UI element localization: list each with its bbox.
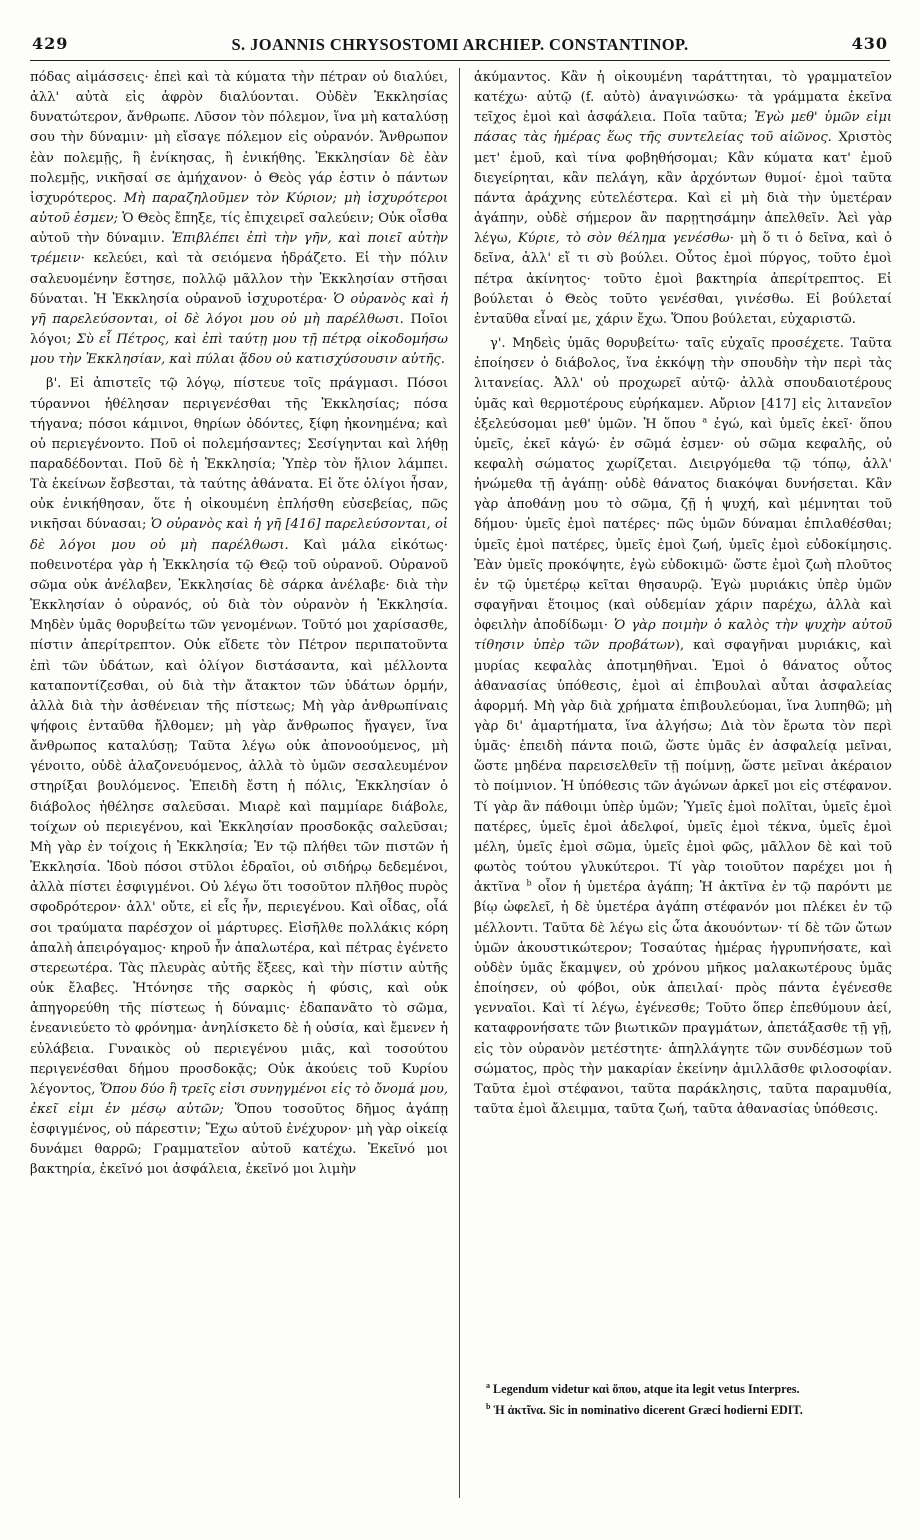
scripture-quote: Ἐπιβλέπει ἐπὶ τὴν γῆν, καὶ ποιεῖ αὐτὴν τρέμειν· (30, 231, 448, 267)
footnotes (474, 1378, 892, 1420)
footnote-b-marker: b (486, 1402, 491, 1412)
footnote-a (474, 1378, 892, 1397)
footnote-b (474, 1399, 892, 1418)
body-text: μὴ ὅ τι ὁ δεῖνα, καὶ ὁ δεῖνα, ἀλλ' εἴ τι σὺ βούλει. Οὗτος ἐμοὶ πύργος, τοῦτο ἐμοὶ πέτρα ἀκίνητος· τοῦτο ἐμοὶ βακτηρία ἀπερίτρεπτος. Εἰ βούλεται ὁ Θεὸς τοῦτο γενέσθαι, γινέσθω. Εἰ βούλεταί ἐνταῦθα εἶναί με, χάριν ἔχω. Ὅπου βούλεται, εὐχαριστῶ. (474, 231, 893, 327)
paragraph-section-gamma (474, 334, 892, 1120)
paragraph (474, 68, 892, 330)
footnote-b-text: Ἡ ἀκτῖνα. Sic in nominativo dicerent Græci hodierni EDIT. (493, 1403, 803, 1418)
scripture-quote: Μὴ παραζηλοῦμεν τὸν Κύριον; μὴ ἰσχυρότεροι αὐτοῦ ἐσμεν; (30, 190, 448, 227)
footnote-marker-a: a (702, 415, 708, 425)
running-header (30, 34, 890, 61)
body-text: γ'. Μηδεὶς ὑμᾶς θορυβείτω· ταῖς εὐχαῖς προσέχετε. Ταῦτα ἐποίησεν ὁ διάβολος, ἵνα ἐκκόψῃ τὴν σπουδὴν τὴν περὶ τὰς λιτανείας. Ἀλλ' οὐ προχωρεῖ αὐτῷ· ἀλλὰ σπουδαιοτέρους ὑμᾶς καὶ θερμοτέρους εὑρήκαμεν. Αὔριον [417] εἰς λιτανεῖον ἐξελεύσομαι μεθ' ὑμῶν. Ἡ ὅπου (474, 336, 892, 432)
body-text: Καὶ μάλα εἰκότως· ποθεινοτέρα γὰρ ἡ Ἐκκλησία τῷ Θεῷ τοῦ οὐρανοῦ. Οὐρανοῦ σῶμα οὐκ ἀνέλαβεν, Ἐκκλησίας δὲ σάρκα ἀνέλαβε· διὰ τὴν Ἐκκλησίαν ὁ οὐρανός, οὐ διὰ τὸν οὐρανὸν ἡ Ἐκκλησία. Μηδὲν ὑμᾶς θορυβείτω τῶν γενομένων. Τοῦτό μοι χαρίσασθε, πίστιν ἀπερίτρεπτον. Οὐκ εἴδετε τὸν Πέτρον περιπατοῦντα ἐπὶ τῶν ὑδάτων, καὶ ὀλίγον διστάσαντα, καὶ μέλλοντα καταποντίζεσθαι, οὐ διὰ τὴν ἄτακτον τῶν ὑδάτων ὁρμήν, ἀλλὰ διὰ τὴν ἀσθένειαν τῆς πίστεως; Μὴ γὰρ ἀνθρωπίναις ψήφοις ἐνταῦθα ἤλθομεν; μὴ γὰρ ἄνθρωπος ἤγαγεν, ἵνα ἄνθρωπος καταλύσῃ; Ταῦτα λέγω οὐκ ἀπονοούμενος, μὴ γένοιτο, οὐδὲ ἀλαζονευόμενος, ἀλλὰ τὸ ὑμῶν σεσαλευμένον στηρίξαι βουλόμενος. Ἐπειδὴ ἔστη ἡ πόλις, Ἐκκλησίαν ὁ διάβολος ἠθέλησε σαλεῦσαι. Μιαρὲ καὶ παμμίαρε διάβολε, τοίχων οὐ περιεγένου, καὶ Ἐκκλησίαν προσδοκᾷς σαλεῦσαι; Μὴ γὰρ ἐν τοίχοις ἡ Ἐκκλησία; Ἐν τῷ πλήθει τῶν πιστῶν ἡ Ἐκκλησία. Ἰδοὺ πόσοι στῦλοι ἑδραῖοι, οὐ σιδήρῳ δεδεμένοι, ἀλλὰ πίστει ἐσφιγμένοι. Οὐ λέγω ὅτι τοσοῦτον πλῆθος πυρὸς σφοδρότερον· ἀλλ' οὔτε, εἰ εἷς ἦν, περιεγένου. Καὶ οἶδας, οἷά σοι τραύματα παρέσχον οἱ μάρτυρες. Εἰσῆλθε πολλάκις κόρη ἁπαλὴ ἀπειρόγαμος· κηροῦ ἦν ἁπαλωτέρα, καὶ πέτρας ἐγένετο στερεωτέρα. Τὰς πλευρὰς αὐτῆς ἔξεες, καὶ τὴν πίστιν αὐτῆς οὐκ ἔλαβες. Ἠτόνησε τῆς σαρκὸς ἡ φύσις, καὶ οὐκ ἀπηγορεύθη τῆς πίστεως ἡ δύναμις· ἐδαπανᾶτο τὸ σῶμα, ἐνεανιεύετο τὸ φρόνημα· ἀνηλίσκετο δὲ ἡ οὐσία, καὶ ἔμενεν ἡ εὐλάβεια. Γυναικὸς οὐ περιεγένου μιᾶς, καὶ τοσούτου περιγενέσθαι δήμου προσδοκᾷς; Οὐκ ἀκούεις τοῦ Κυρίου λέγοντος, (30, 537, 448, 1097)
scripture-quote: Ὅπου δύο ἢ τρεῖς εἰσι συνηγμένοι εἰς τὸ ὄνομά μου, ἐκεῖ εἰμι ἐν μέσῳ αὐτῶν; (30, 1081, 448, 1117)
scripture-quote: Ὁ οὐρανὸς καὶ ἡ γῆ [416] παρελεύσονται, οἱ δὲ λόγοι μου οὐ μὴ παρέλθωσι. (30, 517, 449, 553)
body-text: Ὅπου τοσοῦτος δῆμος ἀγάπῃ ἐσφιγμένος, οὐ πάρεστιν; Ἔχω αὐτοῦ ἐνέχυρον· μὴ γὰρ οἰκείᾳ δυνάμει θαρρῶ; Γραμματεῖον αὐτοῦ κατέχω. Ἐκεῖνό μοι βακτηρία, ἐκεῖνό μοι ἀσφάλεια, ἐκεῖνό μοι λιμὴν (30, 1101, 448, 1178)
body-text: ), καὶ σφαγῆναι μυριάκις, καὶ μυρίας κεφαλὰς ἀποτμηθῆναι. Ἐμοὶ ὁ θάνατος οὗτος ἀθανασίας ὑπόθεσις, ἐμοὶ αἱ ἐπιβουλαὶ αὗται ἀσφαλείας ἀφορμή. Μὴ γὰρ διὰ χρήματα ἐπιβουλεύομαι, ἵνα λυπηθῶ; μὴ γὰρ δι' ἁμαρτήματα, ἵνα ἀλγήσω; Διὰ τὸν ἔρωτα τὸν περὶ ὑμᾶς· ἐπειδὴ πάντα ποιῶ, ὥστε ὑμᾶς ἐν ἀσφαλείᾳ μεῖναι, ὥστε μηδένα παρεισελθεῖν τῇ ποίμνῃ, ὥστε μεῖναι ἀκέραιον τὸ ποίμνιον. Ἡ ὑπόθεσις τῶν ἀγώνων ἀρκεῖ μοι εἰς στέφανον. Τί γὰρ ἂν πάθοιμι ὑπὲρ ὑμῶν; Ὑμεῖς ἐμοὶ πολῖται, ὑμεῖς ἐμοὶ πατέρες, ὑμεῖς ἐμοὶ ἀδελφοί, ὑμεῖς ἐμοὶ τέκνα, ὑμεῖς ἐμοὶ μέλη, ὑμεῖς ἐμοὶ σῶμα, ὑμεῖς ἐμοὶ φῶς, μᾶλλον δὲ καὶ τοῦ φωτὸς τούτου γλυκύτεροι. Τί γὰρ τοιοῦτον παρέχει μοι ἡ ἀκτῖνα (474, 638, 893, 896)
column-divider (459, 68, 460, 1498)
page-number-left: 429 (32, 34, 69, 53)
body-text: ἀκύμαντος. Κἂν ἡ οἰκουμένη ταράττηται, τὸ γραμματεῖον κατέχω· αὐτῷ (f. αὐτὸ) ἀναγινώσκω· τὰ γράμματα ἐκεῖνα τεῖχος ἐμοὶ καὶ ἀσφάλεια. Ποῖα ταῦτα; (474, 70, 892, 126)
scripture-quote: Ὁ οὐρανὸς καὶ ἡ γῆ παρελεύσονται, οἱ δὲ λόγοι μου οὐ μὴ παρέλθωσι. (30, 291, 448, 327)
body-text: οἷον ἡ ὑμετέρα ἀγάπη; Ἡ ἀκτῖνα ἐν τῷ παρόντι με βίῳ ὠφελεῖ, ἡ δὲ ὑμετέρα ἀγάπη στέφανόν μοι πλέκει ἐν τῷ μέλλοντι. Ταῦτα δὲ λέγω εἰς ὦτα ἀκουόντων· τί δὲ τῶν ὤτων ὑμῶν ἀκουστικώτερον; Τοσαύτας ἡμέρας ἠγρυπνήσατε, καὶ οὐδὲν ὑμᾶς ἔκαμψεν, οὐ χρόνου μῆκος μαλακωτέρους ὑμᾶς ἐποίησεν, οὐ φόβοι, οὐκ ἀπειλαί· πρὸς πάντα ἐγένεσθε γενναῖοι. Καὶ τί λέγω, ἐγένεσθε; Τοῦτο ὅπερ ἐπεθύμουν ἀεί, καταφρονήσατε τῶν βιωτικῶν πραγμάτων, ἀπετάξασθε τῇ γῇ, εἰς τὸν οὐρανὸν μετέστητε· ἀπηλλάγητε τῶν συνδέσμων τοῦ σώματος, πρὸς τὴν μακαρίαν ἐκείνην ἁμιλλᾶσθε φιλοσοφίαν. Ταῦτα ἐμοὶ στέφανοι, ταῦτα παράκλησις, ταῦτα παραμυθία, ταῦτα ἐμοὶ ἄλειμμα, ταῦτα ζωή, ταῦτα ἀθανασίας ὑπόθεσις. (474, 880, 892, 1117)
body-text: κελεύει, καὶ τὰ σειόμενα ἡδράζετο. Εἰ τὴν πόλιν σαλευομένην ἔστησε, πολλῷ μᾶλλον τὴν Ἐκκλησίαν στῆσαι δύναται. Ἡ Ἐκκλησία οὐρανοῦ ἰσχυροτέρα· (30, 251, 448, 307)
left-column (30, 68, 448, 1181)
body-text: πόδας αἱμάσσεις· ἐπεὶ καὶ τὰ κύματα τὴν πέτραν οὐ διαλύει, ἀλλ' αὐτὰ εἰς ἀφρὸν διαλύονται. Οὐδὲν Ἐκκλησίας δυνατώτερον, ἄνθρωπε. Λῦσον τὸν πόλεμον, ἵνα μὴ καταλύσῃ σου τὴν δύναμιν· μὴ εἴσαγε πόλεμον εἰς οὐρανόν. Ἄνθρωπον ἐὰν πολεμῇς, ἢ ἐνίκησας, ἢ ἐνικήθης. Ἐκκλησίαν δὲ ἐὰν πολεμῇς, νικῆσαί σε ἀμήχανον· ὁ Θεὸς γάρ ἐστιν ὁ πάντων ἰσχυρότερος. (30, 70, 448, 206)
right-column (474, 68, 892, 1120)
paragraph (30, 68, 448, 370)
body-text: Ὁ Θεὸς ἔπηξε, τίς ἐπιχειρεῖ σαλεύειν; Οὐκ οἶσθα αὐτοῦ τὴν δύναμιν. (30, 211, 448, 247)
paragraph-section-beta (30, 374, 448, 1180)
body-text: β'. Εἰ ἀπιστεῖς τῷ λόγῳ, πίστευε τοῖς πράγμασι. Πόσοι τύραννοι ἠθέλησαν περιγενέσθαι τῆς Ἐκκλησίας; πόσα τήγανα; πόσοι κάμινοι, θηρίων ὀδόντες, ξίφη ἠκονημένα; καὶ οὐ περιεγένοντο. Ποῦ οἱ πολεμήσαντες; Σεσίγηνται καὶ λήθῃ παραδέδονται. Ποῦ δὲ ἡ Ἐκκλησία; Ὑπὲρ τὸν ἥλιον λάμπει. Τὰ ἐκείνων ἔσβεσται, τὰ ταύτης ἀθάνατα. Εἰ ὅτε ὀλίγοι ἦσαν, οὐκ ἐνικήθησαν, ὅτε ἡ οἰκουμένη ἐπλήσθη εὐσεβείας, πῶς νικῆσαι δύνασαι; (30, 376, 448, 533)
scripture-quote: Ἐγὼ μεθ' ὑμῶν εἰμι πάσας τὰς ἡμέρας ἕως τῆς συντελείας τοῦ αἰῶνος. (474, 110, 892, 146)
body-text: Χριστὸς μετ' ἐμοῦ, καὶ τίνα φοβηθήσομαι; Κἂν κύματα κατ' ἐμοῦ διεγείρηται, κἂν πελάγη, κἂν ἀρχόντων θυμοί· ἐμοὶ ταῦτα πάντα ἀράχνης εὐτελέστερα. Καὶ εἰ μὴ διὰ τὴν ὑμετέραν ἀγάπην, οὐδὲ σήμερον ἂν παρῃτησάμην ἀπελθεῖν. Ἀεὶ γὰρ λέγω, (474, 130, 892, 247)
footnote-a-text: Legendum videtur καὶ ὅπου, atque ita legit vetus Interpres. (493, 1382, 800, 1397)
running-title: S. JOANNIS CHRYSOSTOMI ARCHIEP. CONSTANTINOP. (231, 35, 689, 54)
footnote-marker-b: b (526, 878, 532, 888)
body-text: Ποῖοι λόγοι; (30, 311, 448, 348)
scripture-quote: Ὁ γὰρ ποιμὴν ὁ καλὸς τὴν ψυχὴν αὐτοῦ τίθησιν ὑπὲρ τῶν προβάτων (474, 618, 892, 654)
body-text: ἐγώ, καὶ ὑμεῖς ἐκεῖ· ὅπου ὑμεῖς, ἐκεῖ κἀγώ· ἐν σῶμά ἐσμεν· οὐ σῶμα κεφαλῆς, οὐ κεφαλὴ σώματος χωρίζεται. Διειργόμεθα τῷ τόπῳ, ἀλλ' ἡνώμεθα τῇ ἀγάπῃ· οὐδὲ θάνατος διακόψαι δυνήσεται. Κἂν γὰρ ἀποθάνῃ μου τὸ σῶμα, ζῇ ἡ ψυχή, καὶ μέμνηται τοῦ δήμου· ὑμεῖς ἐμοὶ πατέρες· πῶς ὑμῶν δύναμαι ἐπιλαθέσθαι; ὑμεῖς ἐμοὶ πατέρες, ὑμεῖς ἐμοὶ ζωή, ὑμεῖς ἐμοὶ εὐδοκίμησις. Ἐὰν ὑμεῖς προκόψητε, ἐγὼ εὐδοκιμῶ· ὥστε ἐμοὶ ζωὴ πλοῦτος ἐν τῷ ὑμετέρῳ κεῖται θησαυρῷ. Ἐγὼ μυριάκις ὑπὲρ ὑμῶν σφαγῆναι ἕτοιμος (καὶ οὐδεμίαν χάριν παρέχω, ἀλλὰ καὶ ὀφειλὴν ἀποδίδωμι· (474, 416, 893, 634)
footnote-a-marker: a (486, 1381, 490, 1390)
page-number-right: 430 (851, 34, 888, 53)
scripture-quote: Κύριε, τὸ σὸν θέλημα γενέσθω· (517, 231, 734, 247)
scripture-quote: Σὺ εἶ Πέτρος, καὶ ἐπὶ ταύτῃ μου τῇ πέτρᾳ οἰκοδομήσω μου τὴν Ἐκκλησίαν, καὶ πύλαι ᾅδου οὐ κατισχύσουσιν αὐτῆς. (30, 332, 448, 368)
